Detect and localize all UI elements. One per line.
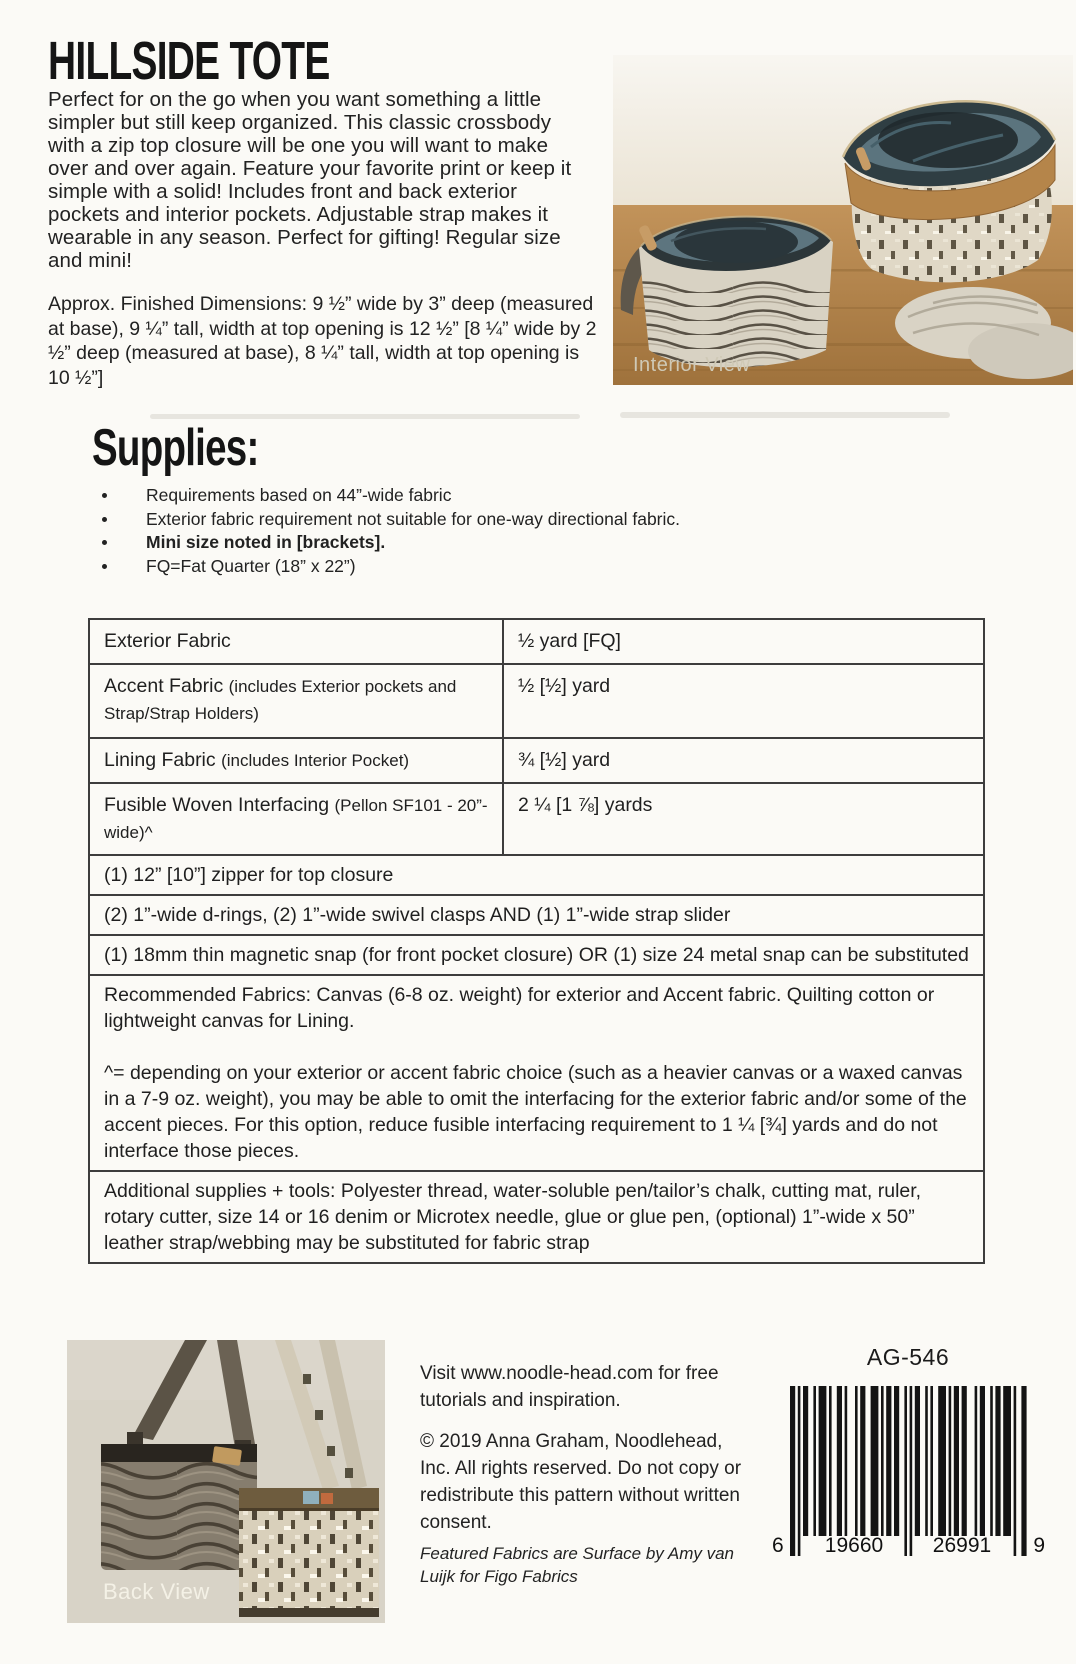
bullet-text: Mini size noted in [brackets]. xyxy=(146,532,386,552)
bullet-item xyxy=(100,531,860,555)
item-cell xyxy=(90,620,502,663)
recommended-fabrics-text: Recommended Fabrics: Canvas (6-8 oz. weight) for exterior and Accent fabric. Quilting cotton or lightweight canvas for Lining. xyxy=(104,984,935,1032)
row-item-note: (includes Interior Pocket) xyxy=(221,751,410,770)
bullet-dot xyxy=(102,493,107,498)
table-row xyxy=(90,620,983,663)
bag-right-interior xyxy=(843,101,1055,282)
sku-code: AG-546 xyxy=(866,1344,950,1370)
supplies-bullet-list xyxy=(100,484,860,578)
featured-fabrics-text: Featured Fabrics are Surface by Amy van Luijk for Figo Fabrics xyxy=(420,1544,735,1586)
dimensions-paragraph: Approx. Finished Dimensions: 9 ½” wide by 3” deep (measured at base), 9 ¼” tall, width at top opening is 12 ½” [8 ¼” wide by 2 ½” deep (measured at base), 8 ¼” tall, width at top opening is 10 ½”] xyxy=(48,293,597,389)
barcode-digit-group1: 19660 xyxy=(824,1534,884,1557)
row-item-name: Accent Fabric xyxy=(104,675,224,697)
row-item-note: (includes Exterior pockets and Strap/Strap Holders) xyxy=(104,677,457,723)
bullet-dot xyxy=(102,517,107,522)
table-row-notes xyxy=(90,974,983,1170)
barcode-digit-group2: 26991 xyxy=(932,1534,992,1557)
table-row xyxy=(90,782,983,854)
interfacing-note-text: ^= depending on your exterior or accent fabric choice (such as a heavier canvas or a waxed canvas in a 7-9 oz. weight), you may be able to omit the interfacing for the exterior fabric and/or some of the accent pieces. For this option, reduce fusible interfacing requirement to 1 ¼ [¾] yards and do not interface those pieces. xyxy=(104,1062,967,1162)
bullet-item xyxy=(100,555,860,579)
qty-cell: 2 ¼ [1 ⅞] yards xyxy=(502,784,983,854)
page-title: HILLSIDE TOTE xyxy=(48,31,330,91)
bullet-text: Exterior fabric requirement not suitable for one-way directional fabric. xyxy=(146,508,680,529)
row-item-name: Lining Fabric xyxy=(104,749,216,771)
bullet-dot xyxy=(102,540,107,545)
row-item-name: Fusible Woven Interfacing xyxy=(104,794,330,816)
interior-view-label: Interior View xyxy=(633,354,751,376)
visit-text: Visit www.noodle-head.com for free tutorials and inspiration. xyxy=(420,1363,719,1411)
interior-photo-illustration xyxy=(613,55,1073,385)
bullet-item xyxy=(100,484,860,508)
bullet-item xyxy=(100,508,860,532)
back-view-label: Back View xyxy=(103,1579,210,1604)
item-cell xyxy=(90,665,502,737)
supplies-heading: Supplies: xyxy=(92,419,259,477)
copyright-text: © 2019 Anna Graham, Noodlehead, Inc. All rights reserved. Do not copy or redistribute this pattern without written consent. xyxy=(420,1431,742,1533)
scan-smudge xyxy=(620,412,950,418)
barcode-bars xyxy=(790,1386,1027,1558)
table-row-zipper: (1) 12” [10”] zipper for top closure xyxy=(90,854,983,894)
barcode xyxy=(772,1386,1045,1576)
item-cell xyxy=(90,739,502,782)
supplies-table xyxy=(88,618,985,1264)
table-row-snap: (1) 18mm thin magnetic snap (for front pocket closure) OR (1) size 24 metal snap can be substituted xyxy=(90,934,983,974)
qty-cell: ¾ [½] yard xyxy=(502,739,983,782)
intro-paragraph: Perfect for on the go when you want something a little simpler but still keep organized. This classic crossbody with a zip top closure will be one you will want to make over and over again. Feature your favorite print or keep it simple with a solid! Includes front and back exterior pockets and interior pockets. Adjustable strap makes it wearable in any season. Perfect for gifting! Regular size and mini! xyxy=(48,88,572,272)
qty-cell: ½ yard [FQ] xyxy=(502,620,983,663)
table-row-hardware: (2) 1”-wide d-rings, (2) 1”-wide swivel clasps AND (1) 1”-wide strap slider xyxy=(90,894,983,934)
bullet-text: Requirements based on 44”-wide fabric xyxy=(146,485,452,505)
barcode-digit-left: 6 xyxy=(772,1534,784,1557)
back-view-photo xyxy=(67,1340,385,1623)
table-row-additional: Additional supplies + tools: Polyester thread, water-soluble pen/tailor’s chalk, cutting mat, ruler, rotary cutter, size 14 or 16 denim or Microtex needle, glue or glue pen, (optional) 1”-wide x 50” leather strap/webbing may be substituted for fabric strap xyxy=(90,1170,983,1262)
item-cell xyxy=(90,784,502,854)
table-row xyxy=(90,663,983,737)
table-row xyxy=(90,737,983,782)
barcode-digit-right: 9 xyxy=(1033,1534,1045,1557)
row-item-note: (Pellon SF101 - 20”-wide)^ xyxy=(104,796,488,842)
qty-cell: ½ [½] yard xyxy=(502,665,983,737)
interior-view-photo xyxy=(613,55,1073,385)
bullet-text: FQ=Fat Quarter (18” x 22”) xyxy=(146,555,356,576)
row-item-name: Exterior Fabric xyxy=(104,630,231,652)
bullet-dot xyxy=(102,564,107,569)
